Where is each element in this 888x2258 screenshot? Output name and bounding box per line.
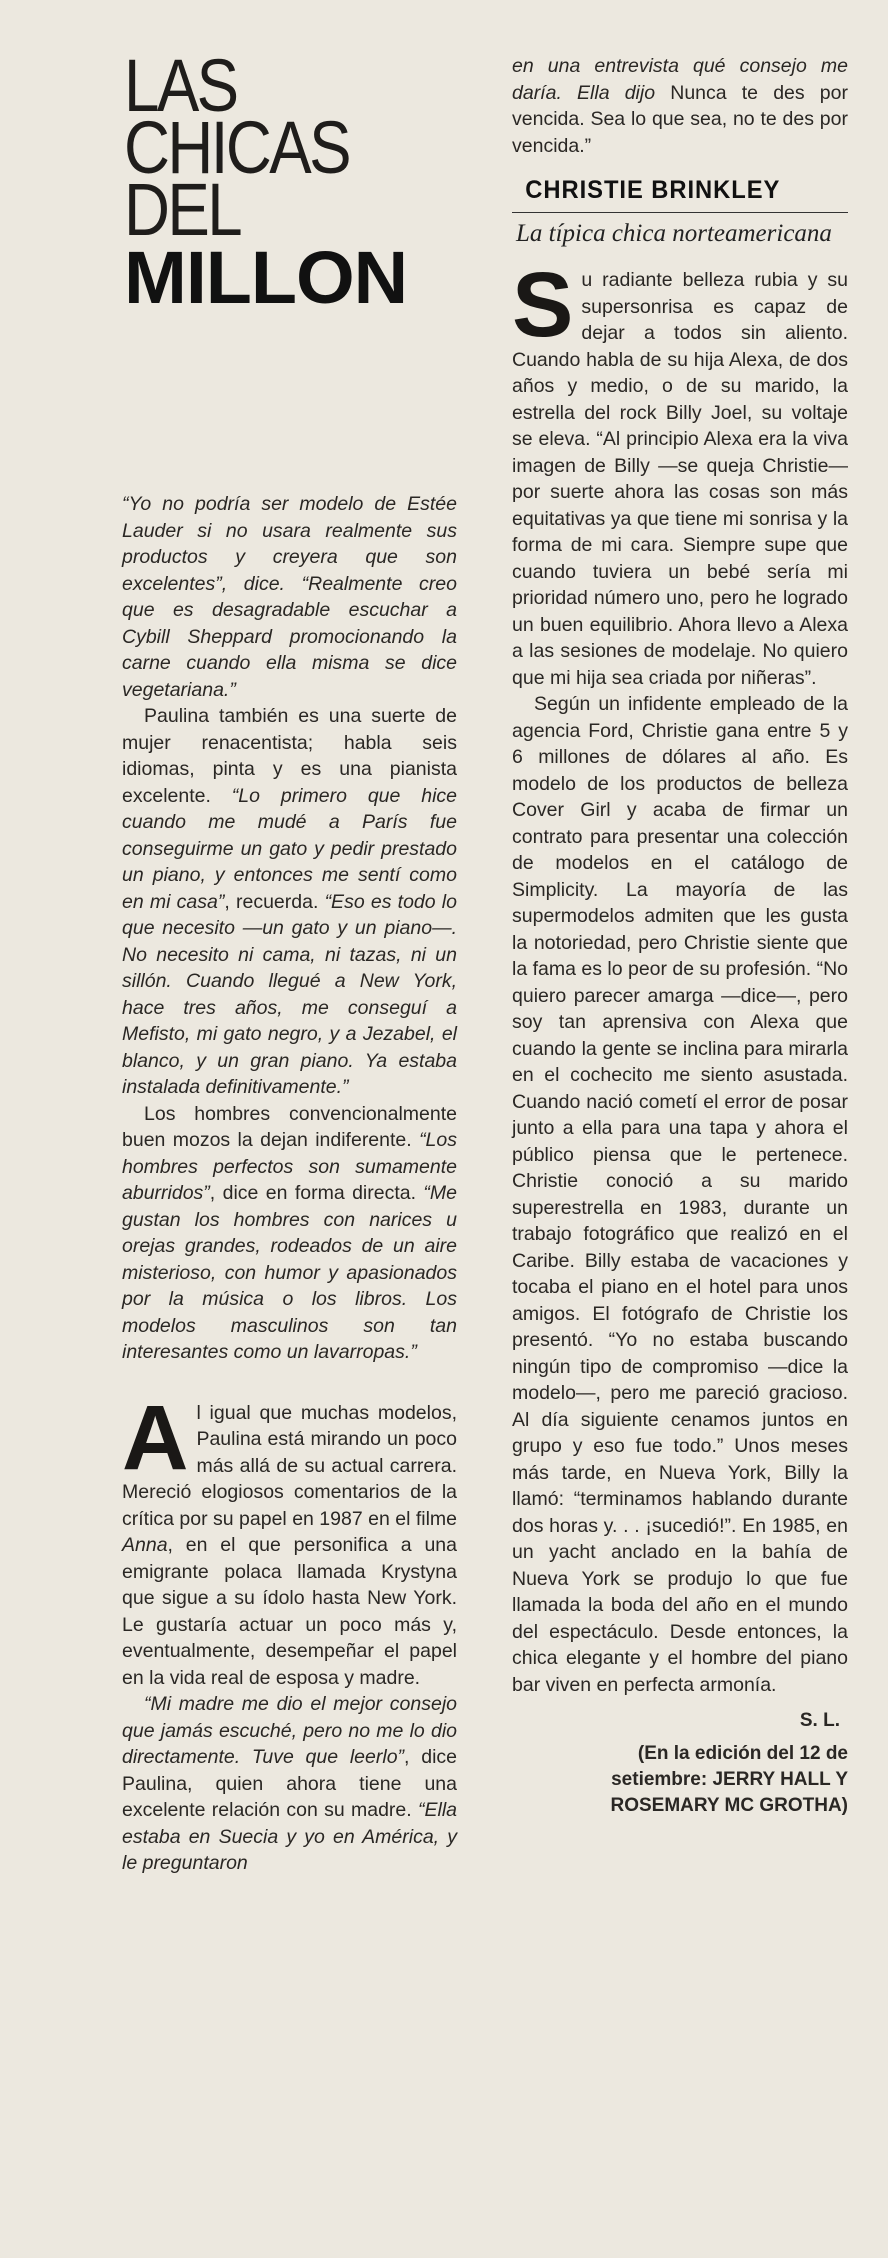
- title-line-3: DEL: [124, 168, 241, 251]
- article-title: [124, 44, 464, 319]
- quote-run: en una entrevista qué consejo me daría. Ella dijo: [512, 55, 848, 104]
- quote-run: “Ella estaba en Suecia y yo en América, y le preguntaron: [122, 1799, 457, 1874]
- title-line-1: LAS: [124, 44, 237, 127]
- text-run: , dice en forma directa.: [209, 1182, 424, 1204]
- title-line-4: MILLON: [124, 236, 408, 319]
- title-line-2: CHICAS: [124, 106, 349, 189]
- text-run: l igual que muchas modelos, Paulina está mirando un poco más allá de su actual carrera. Mereció elogiosos comentarios de la crítica por su papel en 1987 en el filme: [122, 1401, 457, 1530]
- paragraph: [122, 1691, 457, 1877]
- drop-cap: S: [512, 254, 574, 356]
- film-title: Anna: [122, 1534, 168, 1556]
- quote-run: “Lo primero que hice cuando me mudé a París fue conseguirme un gato y pedir prestado un piano, y entonces me sentí como en mi casa”: [122, 784, 458, 913]
- quote-run: “Eso es todo lo que necesito —un gato y un piano—. No necesito ni cama, ni tazas, ni un sillón. Cuando llegué a New York, hace tres años, me conseguí a Mefisto, mi gato negro, y a Jezabel, el blanco, y un gran piano. Ya estaba instalada definitivamente.”: [122, 890, 457, 1098]
- text-run: , en el que personifica a una emigrante polaca llamada Krystyna que sigue a su ídolo hasta New York. Le gustaría actuar un poco más y, eventualmente, desempeñar el papel en la vida real de esposa y madre.: [122, 1534, 457, 1689]
- text-run: Paulina también es una suerte de mujer renacentista; habla seis idiomas, pinta y es una pianista excelente.: [122, 705, 457, 807]
- paragraph: “Yo no podría ser modelo de Estée Lauder si no usara realmente sus productos y creyera que son excelentes”, dice. “Realmente creo que es desagradable escuchar a Cybill Sheppard promocionando la carne cuando ella misma se dice vegetariana.”: [122, 493, 457, 701]
- quote-run: “Me gustan los hombres con narices u orejas grandes, rodeados de un aire misterioso, con humor y apasionados por la música o los libros. Los modelos masculinos son tan interesantes como un lavarropas.”: [122, 1182, 457, 1363]
- next-edition-note: (En la edición del 12 de setiembre: JERRY HALL Y ROSEMARY MC GROTHA): [610, 1742, 848, 1816]
- paragraph: [122, 1101, 457, 1366]
- drop-cap: A: [122, 1386, 189, 1489]
- heading-rule: [512, 212, 848, 213]
- right-column: [512, 53, 848, 1819]
- text-run: , recuerda.: [224, 890, 325, 913]
- paragraph: [122, 1386, 457, 1692]
- text-run: u radiante belleza rubia y su supersonrisa es capaz de dejar a todos sin aliento. Cuando habla de su hija Alexa, de dos años y medio, o de su marido, la estrella del rock Billy Joel, su voltaje se eleva. “Al principio Alexa era la viva imagen de Billy —se queja Christie— por suerte ahora las cosas son más equitativas ya que tiene mi sonrisa y la forma de mi cara. Siempre supe que cuando tuviera un bebé sería mi prioridad número uno, pero he logrado un buen equilibrio. Ahora llevo a Alexa a las sesiones de modelaje. No quiero que mi hija sea criada por niñeras”.: [512, 269, 848, 689]
- text-run: ”: [584, 134, 592, 157]
- author-signature: S. L.: [799, 1710, 840, 1731]
- left-column: [122, 491, 457, 1877]
- paragraph: [122, 703, 457, 1101]
- text-run: Nunca te des por vencida. Sea lo que sea, no te des por vencida.: [512, 81, 848, 157]
- section-heading: CHRISTIE BRINKLEY: [525, 176, 781, 204]
- paragraph: Según un infidente empleado de la agencia Ford, Christie gana entre 5 y 6 millones de dólares al año. Es modelo de los productos de belleza Cover Girl y acaba de firmar un contrato para presentar una colección de modelos en el catálogo de Simplicity. La mayoría de las supermodelos admiten que les gusta la notoriedad, pero Christie siente que la fama es lo peor de su profesión. “No quiero parecer amarga —dice—, pero soy tan aprensiva con Alexa que cuando la gente se inclina para mirarla en el cochecito me siento asustada. Cuando nació cometí el error de posar junto a ella para una tapa y ahora el público piensa que le pertenece. Christie conoció a su marido superestrella en 1983, durante un trabajo fotográfico que realizó en el Caribe. Billy estaba de vacaciones y tocaba el piano en el hotel para unos amigos. El fotógrafo de Christie los presentó. “Yo no estaba buscando ningún tipo de compromiso —dice la modelo—, pero me pareció gracioso. Al día siguiente cenamos juntos en grupo y eso fue todo.” Unos meses más tarde, en Nueva York, Billy la llamó: “terminamos hablando durante dos horas y. . . ¡sucedió!”. En 1985, en un yacht anclado en la bahía de Nueva York se produjo lo que fue llamada la boda del año en el mundo del espectáculo. Desde entonces, la chica elegante y el hombre del piano bar viven en perfecta armonía.: [512, 693, 849, 1696]
- paragraph: [512, 254, 848, 691]
- text-run: Los hombres convencionalmente buen mozos la dejan indiferente.: [122, 1102, 457, 1151]
- paragraph: [512, 53, 848, 159]
- section-subtitle: La típica chica norteamericana: [516, 219, 832, 247]
- quote-run: “Los hombres perfectos son sumamente aburridos”: [122, 1129, 457, 1204]
- text-run: , dice Paulina, quien ahora tiene una excelente relación con su madre.: [122, 1746, 457, 1821]
- quote-run: “Mi madre me dio el mejor consejo que jamás escuché, pero no me lo dio directamente. Tuve que leerlo”: [122, 1693, 457, 1768]
